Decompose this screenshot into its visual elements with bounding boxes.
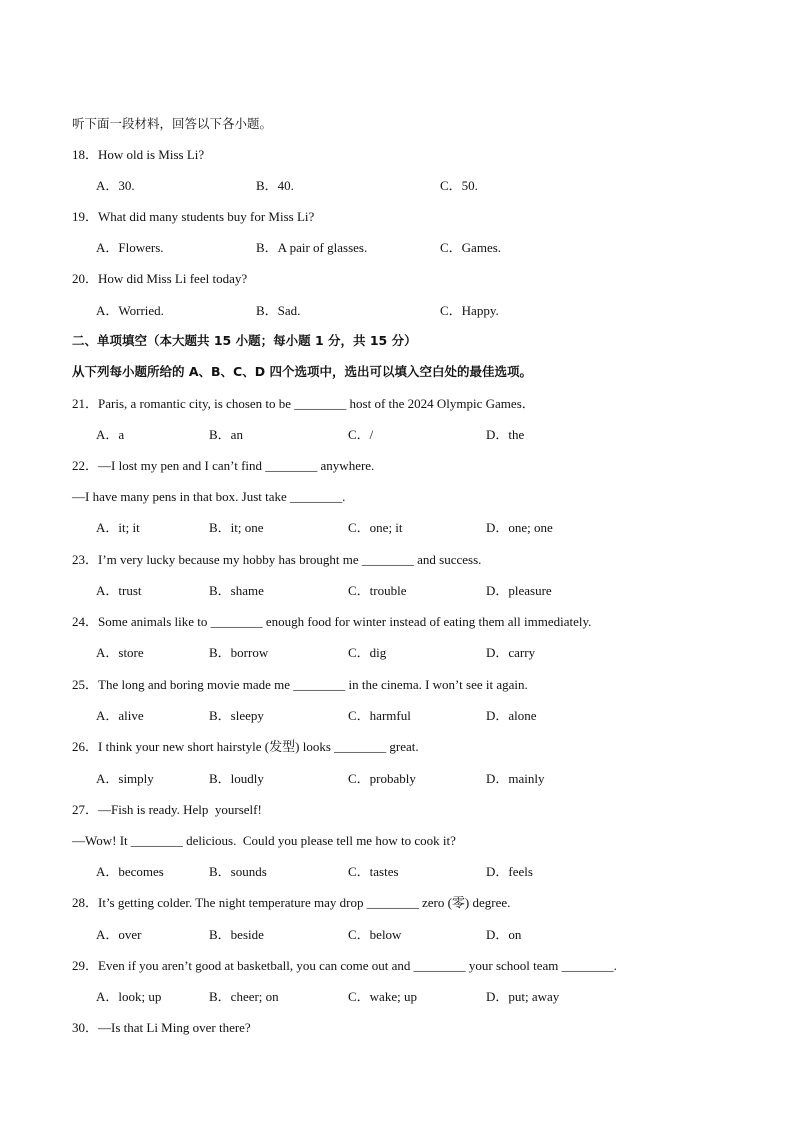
question-26-stem: 26．I think your new short hairstyle (发型) looks ________ great.	[72, 739, 419, 754]
question-27-stem-reply: —Wow! It ________ delicious. Could you please tell me how to cook it?	[72, 833, 456, 848]
q28-option-d[interactable]: D．on	[486, 927, 522, 942]
q23-option-a[interactable]: A．trust	[96, 583, 142, 598]
question-21-stem: 21．Paris, a romantic city, is chosen to be ________ host of the 2024 Olympic Games．	[72, 396, 535, 411]
q22-option-d[interactable]: D．one; one	[486, 520, 553, 535]
question-29-stem: 29．Even if you aren’t good at basketball, you can come out and ________ your school team ________.	[72, 958, 617, 973]
q20-option-c[interactable]: C．Happy.	[440, 303, 499, 318]
q18-option-b[interactable]: B．40.	[256, 178, 294, 193]
q20-option-a[interactable]: A．Worried.	[96, 303, 164, 318]
question-18-stem: 18．How old is Miss Li?	[72, 147, 205, 162]
question-30-stem: 30．—Is that Li Ming over there?	[72, 1020, 251, 1035]
q20-option-b[interactable]: B．Sad.	[256, 303, 301, 318]
q26-option-b[interactable]: B．loudly	[209, 771, 264, 786]
listening-intro: 听下面一段材料，回答以下各小题。	[72, 116, 273, 131]
q21-option-d[interactable]: D．the	[486, 427, 525, 442]
q18-option-a[interactable]: A．30.	[96, 178, 135, 193]
q25-option-b[interactable]: B．sleepy	[209, 708, 264, 723]
q21-option-a[interactable]: A．a	[96, 427, 125, 442]
question-20-stem: 20．How did Miss Li feel today?	[72, 271, 248, 286]
q28-option-b[interactable]: B．beside	[209, 927, 264, 942]
q26-option-c[interactable]: C．probably	[348, 771, 416, 786]
q27-option-a[interactable]: A．becomes	[96, 864, 164, 879]
q19-option-a[interactable]: A．Flowers.	[96, 240, 164, 255]
q18-option-c[interactable]: C．50.	[440, 178, 478, 193]
q22-option-c[interactable]: C．one; it	[348, 520, 403, 535]
q26-option-d[interactable]: D．mainly	[486, 771, 545, 786]
q28-option-a[interactable]: A．over	[96, 927, 142, 942]
q23-option-b[interactable]: B．shame	[209, 583, 264, 598]
q29-option-a[interactable]: A．look; up	[96, 989, 162, 1004]
q24-option-d[interactable]: D．carry	[486, 645, 536, 660]
q25-option-d[interactable]: D．alone	[486, 708, 537, 723]
q27-option-b[interactable]: B．sounds	[209, 864, 267, 879]
q21-option-b[interactable]: B．an	[209, 427, 243, 442]
question-24-stem: 24．Some animals like to ________ enough food for winter instead of eating them all immediately.	[72, 614, 592, 629]
question-23-stem: 23．I’m very lucky because my hobby has brought me ________ and success.	[72, 552, 482, 567]
q22-option-a[interactable]: A．it; it	[96, 520, 140, 535]
question-22-stem-reply: —I have many pens in that box. Just take ________.	[72, 489, 346, 504]
q29-option-c[interactable]: C．wake; up	[348, 989, 417, 1004]
q21-option-c[interactable]: C．/	[348, 427, 374, 442]
question-27-stem: 27．—Fish is ready. Help yourself!	[72, 802, 262, 817]
q28-option-c[interactable]: C．below	[348, 927, 402, 942]
section-2-instruction: 从下列每小题所给的 A、B、C、D 四个选项中，选出可以填入空白处的最佳选项。	[72, 364, 532, 379]
q19-option-b[interactable]: B．A pair of glasses.	[256, 240, 368, 255]
q25-option-c[interactable]: C．harmful	[348, 708, 411, 723]
q19-option-c[interactable]: C．Games.	[440, 240, 502, 255]
q23-option-c[interactable]: C．trouble	[348, 583, 407, 598]
q25-option-a[interactable]: A．alive	[96, 708, 144, 723]
q29-option-d[interactable]: D．put; away	[486, 989, 560, 1004]
question-28-stem: 28．It’s getting colder. The night temperature may drop ________ zero (零) degree.	[72, 895, 511, 910]
q22-option-b[interactable]: B．it; one	[209, 520, 264, 535]
question-25-stem: 25．The long and boring movie made me ________ in the cinema. I won’t see it again.	[72, 677, 528, 692]
section-2-title: 二、单项填空（本大题共 15 小题；每小题 1 分，共 15 分）	[72, 333, 417, 348]
question-22-stem: 22．—I lost my pen and I can’t find ________ anywhere.	[72, 458, 375, 473]
q27-option-d[interactable]: D．feels	[486, 864, 533, 879]
q27-option-c[interactable]: C．tastes	[348, 864, 399, 879]
q26-option-a[interactable]: A．simply	[96, 771, 154, 786]
q29-option-b[interactable]: B．cheer; on	[209, 989, 279, 1004]
question-19-stem: 19．What did many students buy for Miss Li?	[72, 209, 315, 224]
q23-option-d[interactable]: D．pleasure	[486, 583, 552, 598]
q24-option-b[interactable]: B．borrow	[209, 645, 269, 660]
q24-option-c[interactable]: C．dig	[348, 645, 387, 660]
q24-option-a[interactable]: A．store	[96, 645, 144, 660]
